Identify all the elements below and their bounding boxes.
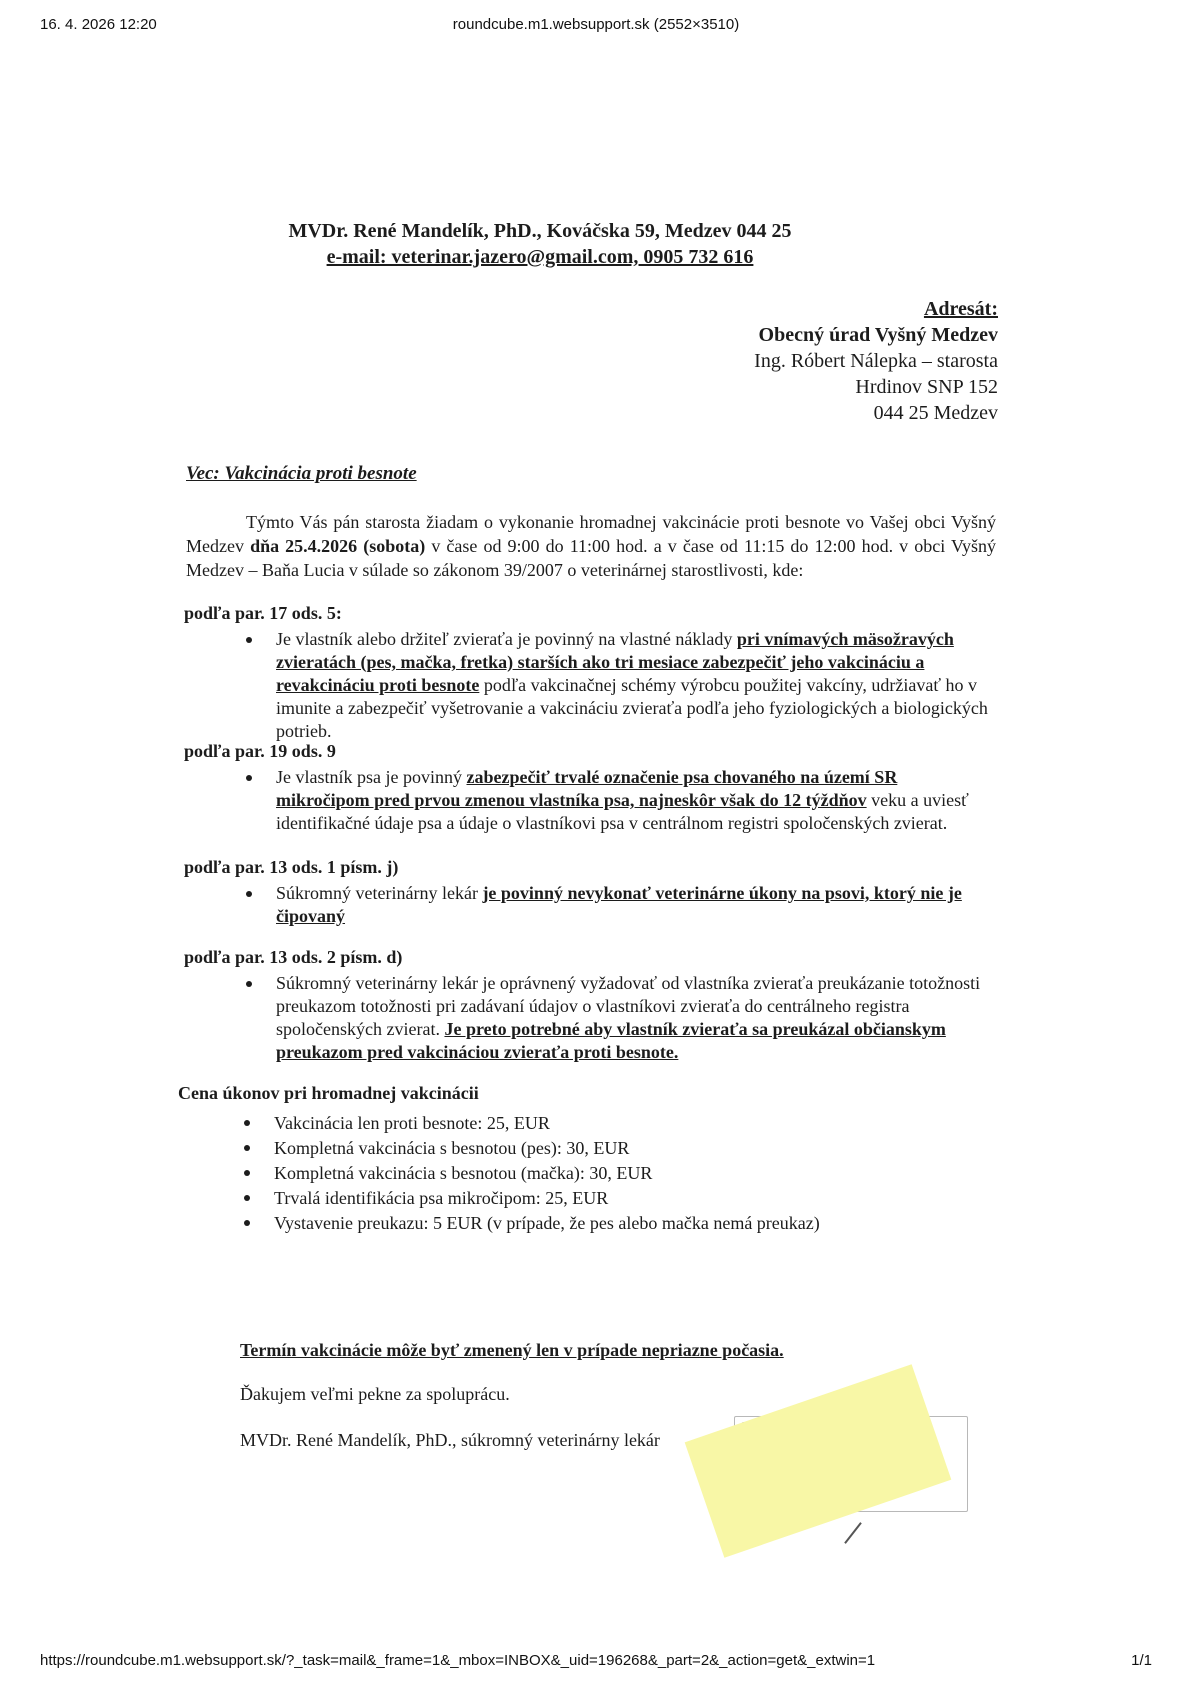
print-url: https://roundcube.m1.websupport.sk/?_task=mail&_frame=1&_mbox=INBOX&_uid=196268&_part=2&_action=get&_extwin=1 bbox=[40, 1652, 876, 1669]
browser-print-footer bbox=[0, 1652, 1192, 1672]
section-par-17 bbox=[184, 602, 994, 743]
bullet-text: Súkromný veterinárny lekár je oprávnený vyžadovať od vlastníka zvieraťa preukázanie totožnosti preukazom totožnosti pri zadávaní údajov o vlastníkovi zvieraťa do centrálneho registra spoločenských zvierat. bbox=[276, 973, 981, 1039]
sender-contact: e-mail: veterinar.jazero@gmail.com, 0905 732 616 bbox=[326, 246, 754, 268]
bullet-text-end: veku a uviesť identifikačné údaje psa a údaje o vlastníkovi psa v centrálnom registri spoločenských zvierat. bbox=[276, 790, 969, 833]
section-par-13-1 bbox=[184, 856, 994, 928]
print-page-title: roundcube.m1.websupport.sk (2552×3510) bbox=[452, 16, 740, 33]
section-par-19 bbox=[184, 740, 994, 835]
sticky-note-overlay bbox=[685, 1364, 952, 1557]
section-par-13-2 bbox=[184, 946, 994, 1064]
price-item: Kompletná vakcinácia s besnotou (mačka): 30, EUR bbox=[274, 1161, 988, 1186]
addressee-person: Ing. Róbert Nálepka – starosta bbox=[754, 350, 998, 372]
bullet-text: Je vlastník psa je povinný bbox=[276, 767, 467, 787]
addressee-block bbox=[754, 296, 998, 426]
letter-subject: Vec: Vakcinácia proti besnote bbox=[186, 463, 417, 484]
section-bullet bbox=[276, 628, 994, 743]
price-list bbox=[178, 1082, 988, 1236]
price-item: Trvalá identifikácia psa mikročipom: 25, EUR bbox=[274, 1186, 988, 1211]
pen-mark bbox=[844, 1522, 862, 1544]
price-list-heading: Cena úkonov pri hromadnej vakcinácii bbox=[178, 1083, 479, 1103]
addressee-office: Obecný úrad Vyšný Medzev bbox=[758, 324, 998, 346]
price-item: Kompletná vakcinácia s besnotou (pes): 30, EUR bbox=[274, 1136, 988, 1161]
thanks-line: Ďakujem veľmi pekne za spoluprácu. bbox=[240, 1384, 510, 1404]
section-bullet bbox=[276, 972, 994, 1064]
addressee-label: Adresát: bbox=[923, 298, 998, 320]
bullet-emphasis: pri vnímavých mäsožravých zvieratách (pes, mačka, fretka) starších ako tri mesiace zabezpečiť jeho vakcináciu a revakcináciu proti besnote bbox=[276, 629, 954, 695]
section-heading: podľa par. 19 ods. 9 bbox=[184, 741, 336, 761]
price-item: Vystavenie preukazu: 5 EUR (v prípade, že pes alebo mačka nemá preukaz) bbox=[274, 1211, 988, 1236]
bullet-emphasis: Je preto potrebné aby vlastník zvieraťa sa preukázal občianskym preukazom pred vakcináciou zvieraťa proti besnote. bbox=[276, 1019, 946, 1062]
term-notice: Termín vakcinácie môže byť zmenený len v prípade nepriazne počasia. bbox=[240, 1340, 784, 1360]
price-item: Vakcinácia len proti besnote: 25, EUR bbox=[274, 1111, 988, 1136]
section-heading: podľa par. 13 ods. 2 písm. d) bbox=[184, 947, 403, 967]
section-bullet bbox=[276, 882, 994, 928]
intro-paragraph bbox=[186, 510, 996, 582]
addressee-city: 044 25 Medzev bbox=[873, 402, 998, 424]
intro-date: dňa 25.4.2026 (sobota) bbox=[250, 536, 426, 556]
signature-line: MVDr. René Mandelík, PhD., súkromný veterinárny lekár bbox=[240, 1430, 660, 1450]
bullet-text-end: podľa vakcinačnej schémy výrobcu použitej vakcíny, udržiavať ho v imunite a zabezpečiť vyšetrovanie a vakcináciu zvieraťa podľa jeho fyziologických a biologických potrieb. bbox=[276, 675, 988, 741]
bullet-emphasis: je povinný nevykonať veterinárne úkony na psovi, ktorý nie je čipovaný bbox=[276, 883, 962, 926]
print-page-number: 1/1 bbox=[1131, 1652, 1152, 1669]
bullet-text: Súkromný veterinárny lekár bbox=[276, 883, 483, 903]
section-heading: podľa par. 13 ods. 1 písm. j) bbox=[184, 857, 399, 877]
print-datetime: 16. 4. 2026 12:20 bbox=[40, 16, 157, 33]
bullet-emphasis: zabezpečiť trvalé označenie psa chovaného na území SR mikročipom pred prvou zmenou vlastníka psa, najneskôr však do 12 týždňov bbox=[276, 767, 898, 810]
intro-text-b: v čase od 9:00 do 11:00 hod. a v čase od 11:15 do 12:00 hod. v obci Vyšný Medzev – Baňa Lucia v súlade so zákonom 39/2007 o veterinárnej starostlivosti, kde: bbox=[186, 536, 996, 580]
sender-name-address: MVDr. René Mandelík, PhD., Kováčska 59, Medzev 044 25 bbox=[288, 220, 792, 242]
section-bullet bbox=[276, 766, 994, 835]
addressee-street: Hrdinov SNP 152 bbox=[855, 376, 998, 398]
section-heading: podľa par. 17 ods. 5: bbox=[184, 603, 342, 623]
bullet-text: Je vlastník alebo držiteľ zvieraťa je povinný na vlastné náklady bbox=[276, 629, 737, 649]
intro-text-a: Týmto Vás pán starosta žiadam o vykonanie hromadnej vakcinácie proti besnote vo Vašej obci Vyšný Medzev bbox=[186, 512, 996, 556]
